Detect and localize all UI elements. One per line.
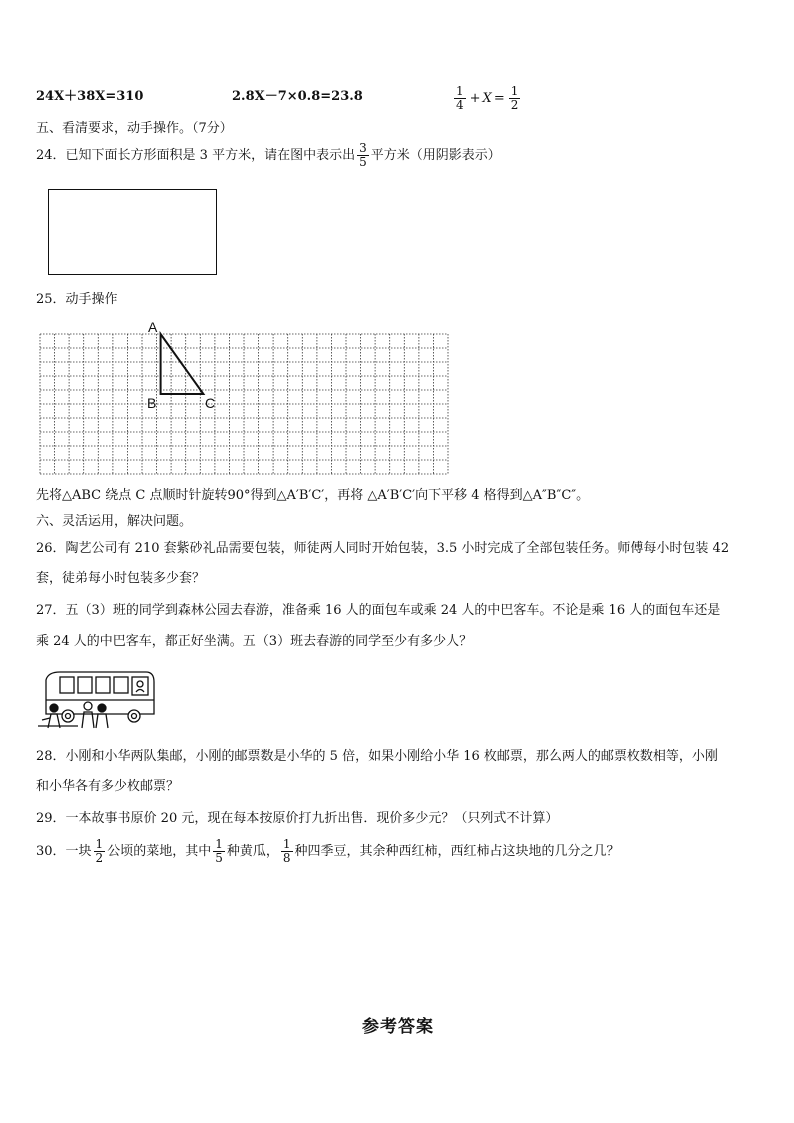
bus-illustration (38, 668, 158, 730)
question-26-line-1: 26．陶艺公司有 210 套紫砂礼品需要包装，师徒两人同时开始包装，3.5 小时完成了全部包装任务。师傅每小时包装 42 (36, 541, 730, 556)
question-28-line-2: 和小华各有多少枚邮票？ (36, 779, 180, 794)
fraction-denominator: 5 (215, 851, 223, 865)
question-30-part-4: 种四季豆，其余种西红柿，西红柿占这块地的几分之几？ (294, 843, 620, 859)
fraction-numerator: 1 (282, 837, 291, 851)
fraction-numerator: 1 (215, 837, 223, 851)
question-25-instruction: 先将△ABC 绕点 C 点顺时针旋转90°得到△A′B′C′，再将 △A′B′C′向下平移 4 格得到△A″B″C″。 (36, 488, 590, 503)
grid-figure (30, 318, 450, 478)
question-30-fraction-1 (94, 838, 106, 865)
fraction-numerator: 3 (359, 141, 367, 155)
question-25-title: 25．动手操作 (36, 292, 118, 307)
question-24-prefix: 24．已知下面长方形面积是 3 平方米，请在图中表示出 (36, 147, 356, 163)
section-5-title: 五、看清要求，动手操作。（7分） (36, 121, 233, 136)
fraction-denominator: 5 (359, 155, 367, 169)
plus-sign: + (469, 91, 481, 106)
question-30-fraction-3 (281, 838, 293, 865)
vertex-label-a: A (148, 319, 158, 335)
variable-x: X (482, 91, 492, 106)
equals-sign: = (493, 91, 505, 106)
equation-3 (452, 80, 522, 112)
answer-title: 参考答案 (362, 1017, 434, 1037)
question-26-line-2: 套，徒弟每小时包装多少套？ (36, 571, 206, 586)
equation-1: 24X＋38X=310 (36, 89, 144, 104)
fraction-denominator: 8 (282, 851, 291, 865)
equation-3-left-fraction (454, 85, 466, 112)
fraction-numerator: 1 (95, 837, 104, 851)
question-24-fraction (357, 142, 369, 169)
question-28-line-1: 28．小刚和小华两队集邮，小刚的邮票数是小华的 5 倍，如果小刚给小华 16 枚邮票，那么两人的邮票枚数相等，小刚 (36, 749, 718, 764)
question-30 (36, 838, 620, 865)
question-30-part-3: 种黄瓜， (226, 843, 279, 859)
fraction-numerator: 1 (510, 84, 519, 98)
fraction-denominator: 2 (95, 851, 104, 865)
fraction-numerator: 1 (456, 84, 464, 98)
question-30-fraction-2 (213, 838, 225, 865)
question-27-line-1: 27．五（3）班的同学到森林公园去春游，准备乘 16 人的面包车或乘 24 人的中巴客车。不论是乘 16 人的面包车还是 (36, 603, 721, 618)
section-6-title: 六、灵活运用，解决问题。 (36, 514, 193, 529)
question-29: 29．一本故事书原价 20 元，现在每本按原价打九折出售．现价多少元？（只列式不计算） (36, 811, 559, 826)
question-24-suffix: 平方米（用阴影表示） (370, 147, 501, 163)
question-27-line-2: 乘 24 人的中巴客车，都正好坐满。五（3）班去春游的同学至少有多少人？ (36, 634, 473, 649)
equation-2: 2.8X－7×0.8=23.8 (232, 89, 363, 104)
dotted-grid (40, 334, 448, 474)
vertex-label-b: B (147, 395, 157, 411)
rectangle-figure (48, 189, 217, 275)
question-24 (36, 142, 501, 169)
fraction-denominator: 4 (456, 98, 464, 112)
equation-3-right-fraction (509, 85, 521, 112)
vertex-label-c: C (205, 395, 216, 411)
question-30-part-2: 公顷的菜地，其中 (107, 843, 212, 859)
fraction-denominator: 2 (510, 98, 519, 112)
question-30-part-1: 30．一块 (36, 843, 92, 859)
triangle-abc (161, 334, 204, 394)
